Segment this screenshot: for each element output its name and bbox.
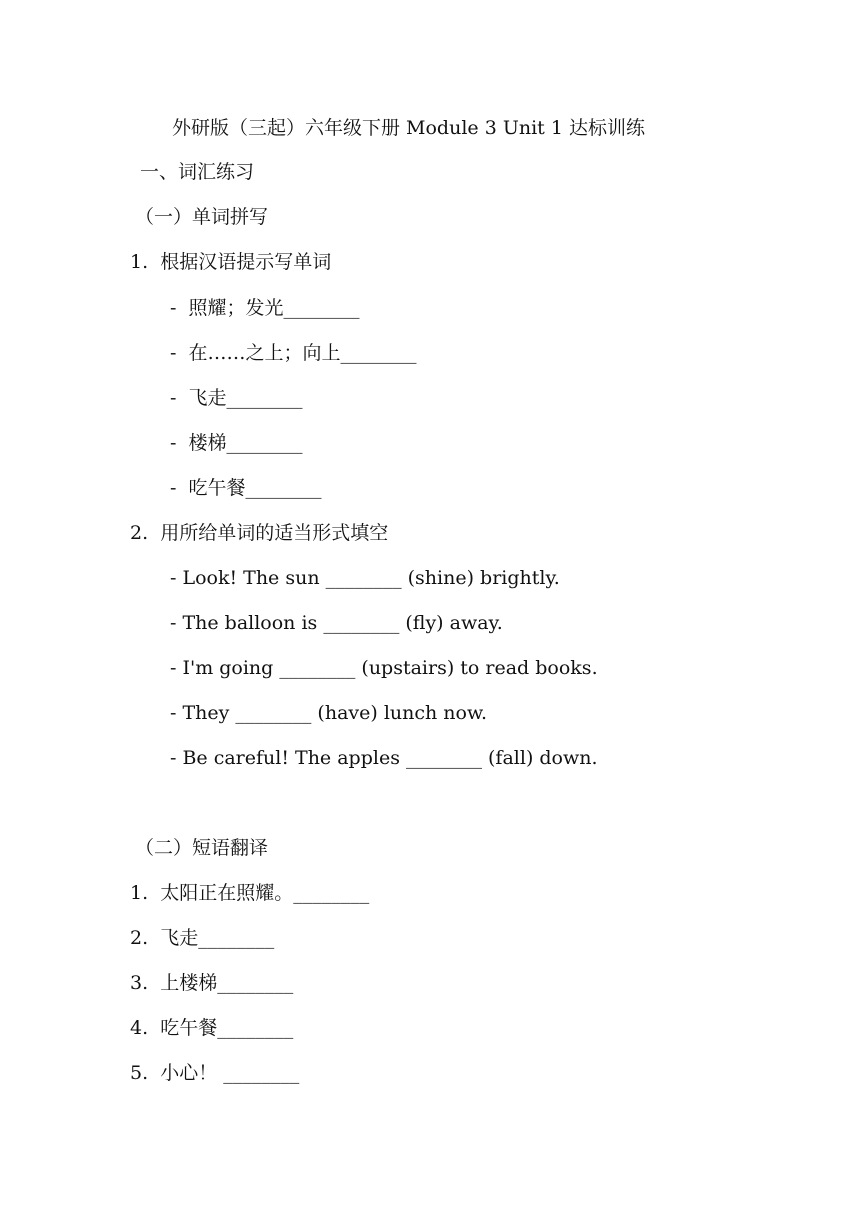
- list-item: 4. 吃午餐________: [130, 1017, 294, 1039]
- list-item: - 飞走________: [170, 387, 303, 409]
- subsection-heading-spelling: （一）单词拼写: [135, 206, 269, 228]
- list-item: - The balloon is ________ (fly) away.: [170, 612, 503, 634]
- list-item: - Be careful! The apples ________ (fall) down.: [170, 747, 598, 769]
- list-item: 2. 飞走________: [130, 927, 275, 949]
- list-item: 3. 上楼梯________: [130, 972, 294, 994]
- page-title: 外研版（三起）六年级下册 Module 3 Unit 1 达标训练: [172, 117, 645, 139]
- list-item: - They ________ (have) lunch now.: [170, 702, 488, 724]
- list-item: 1. 太阳正在照耀。________: [130, 882, 370, 904]
- list-item: - 楼梯________: [170, 432, 303, 454]
- question-2-prompt: 2. 用所给单词的适当形式填空: [130, 522, 389, 544]
- list-item: - 照耀；发光________: [170, 297, 360, 319]
- list-item: - Look! The sun ________ (shine) brightly.: [170, 567, 560, 589]
- list-item: 5. 小心！ ________: [130, 1062, 300, 1084]
- subsection-heading-translation: （二）短语翻译: [135, 837, 269, 859]
- section-heading-vocabulary: 一、词汇练习: [140, 161, 255, 183]
- list-item: - 在……之上；向上________: [170, 342, 417, 364]
- list-item: - 吃午餐________: [170, 477, 322, 499]
- question-1-prompt: 1. 根据汉语提示写单词: [130, 251, 332, 273]
- list-item: - I'm going ________ (upstairs) to read books.: [170, 657, 598, 679]
